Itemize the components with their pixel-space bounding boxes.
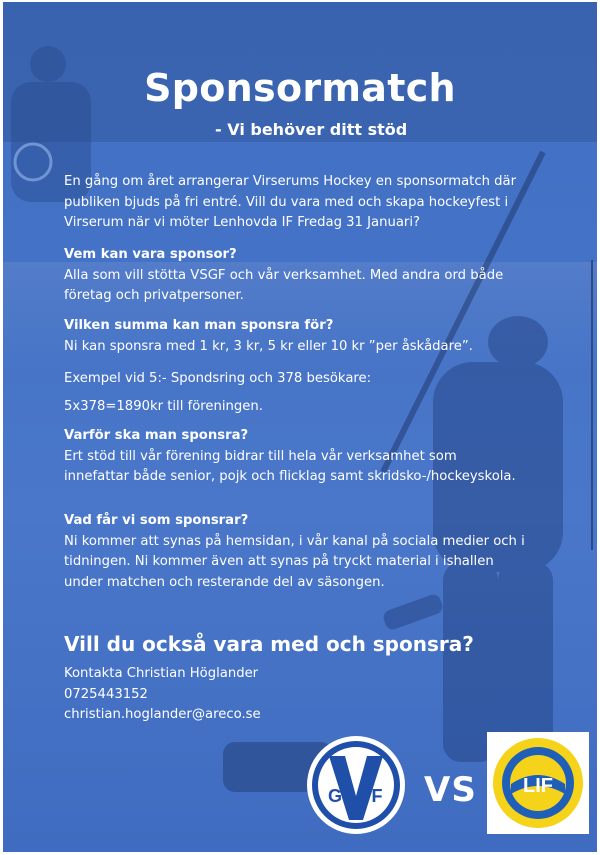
section-heading: Vem kan vara sponsor? (64, 247, 237, 262)
intro-paragraph (64, 172, 534, 234)
vsgf-letter: G (327, 786, 343, 806)
section-heading: Vad får vi som sponsrar? (64, 513, 249, 528)
vsgf-letter: F (371, 786, 383, 806)
section-line: innefattar både senior, pojk och flicklag samt skridsko-/hockeyskola. (64, 469, 516, 484)
sponsor-poster (3, 2, 597, 852)
lif-text: LIF (523, 775, 553, 797)
section-line: företag och privatpersoner. (64, 288, 244, 303)
intro-line: En gång om året arrangerar Virserums Hockey en sponsormatch där (64, 174, 517, 189)
section-benefits (64, 511, 534, 593)
contact-info (64, 664, 261, 726)
section-line: Ert stöd till vår förening bidrar till hela vår verksamhet som (64, 448, 457, 464)
section-who (64, 245, 534, 307)
section-line: tidningen. Ni kommer även att synas på tryckt material i ishallen (64, 554, 494, 569)
section-line: Ni kan sponsra med 1 kr, 3 kr, 5 kr eller 10 kr ”per åskådare”. (64, 338, 473, 354)
section-line: Ni kommer att synas på hemsidan, i vår kanal på sociala medier och i (64, 533, 525, 549)
section-amount (64, 316, 534, 357)
intro-line: Virserum när vi möter Lenhovda IF Fredag 31 Januari? (64, 215, 420, 230)
page-subtitle: - Vi behöver ditt stöd (215, 120, 408, 139)
section-heading: Vilken summa kan man sponsra för? (64, 318, 334, 333)
contact-phone[interactable]: 0725443152 (64, 686, 148, 702)
vsgf-logo (305, 734, 407, 836)
section-why (64, 426, 534, 488)
example-calculation: 5x378=1890kr till föreningen. (64, 399, 263, 414)
section-line: under matchen och resterande del av säsongen. (64, 574, 385, 590)
versus-text: VS (424, 770, 477, 810)
contact-email[interactable]: christian.hoglander@areco.se (64, 707, 261, 722)
lif-logo (487, 732, 589, 834)
intro-line: publiken bjuds på fri entré. Vill du vara med och skapa hockeyfest i (64, 194, 509, 210)
vsgf-letter: S (350, 765, 362, 782)
contact-name: Kontakta Christian Höglander (64, 666, 259, 681)
page-title: Sponsormatch (144, 66, 456, 110)
section-line: Alla som vill stötta VSGF och vår verksamhet. Med andra ord både (64, 267, 504, 283)
call-to-action: Vill du också vara med och sponsra? (64, 632, 474, 656)
section-heading: Varför ska man sponsra? (64, 428, 249, 443)
edge-line (591, 260, 593, 550)
example-line: Exempel vid 5:- Spondsring och 378 besökare: (64, 371, 372, 386)
